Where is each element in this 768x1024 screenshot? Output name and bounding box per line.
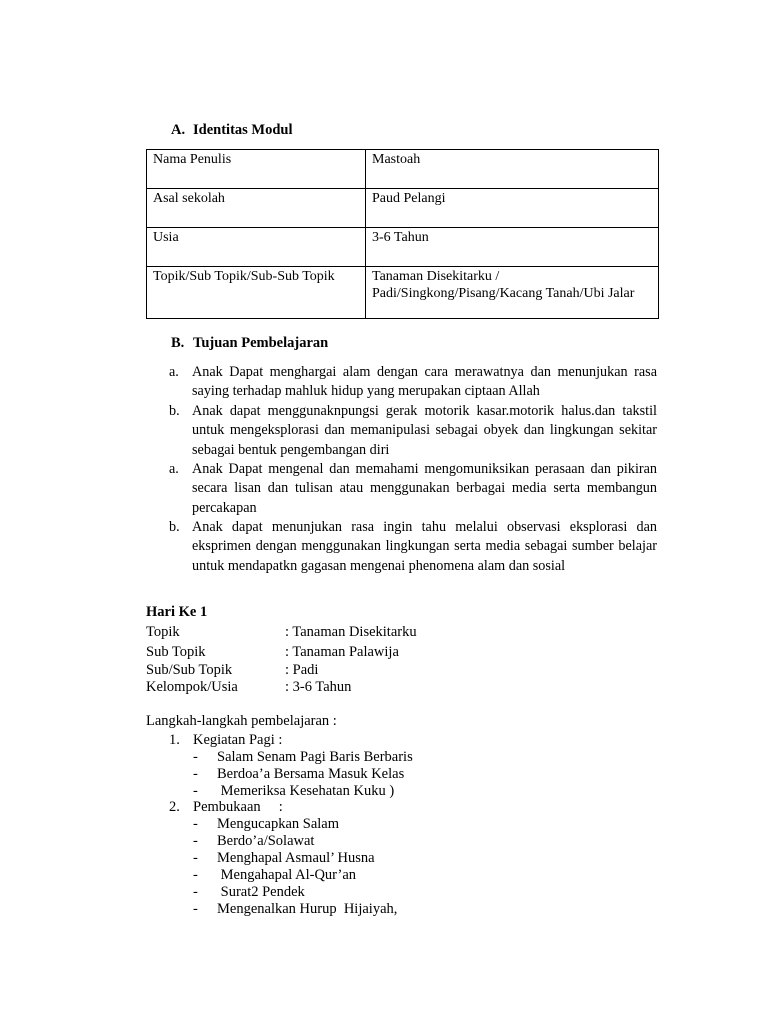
list-item-text: Berdo’a/Solawat xyxy=(217,833,315,849)
table-row xyxy=(147,150,659,189)
table-row xyxy=(147,228,659,267)
day-title: Hari Ke 1 xyxy=(146,604,208,620)
step-number: 2. xyxy=(169,799,180,815)
section-b-mark: B. xyxy=(171,335,185,351)
goal-letter: a. xyxy=(169,461,179,477)
table-row xyxy=(147,189,659,228)
list-item xyxy=(193,766,404,783)
step-heading xyxy=(169,732,282,749)
row-value: Paud Pelangi xyxy=(366,189,659,228)
day-row xyxy=(146,662,318,679)
day-row xyxy=(146,644,399,661)
step-number: 1. xyxy=(169,732,180,748)
goal-letter: a. xyxy=(169,364,179,380)
section-b-title: Tujuan Pembelajaran xyxy=(193,335,329,351)
list-item xyxy=(193,901,397,918)
list-item xyxy=(193,867,356,884)
goal-item xyxy=(169,402,657,460)
goal-text: Anak dapat menggunaknpungsi gerak motorik kasar.motorik halus.dan takstil untuk mengeksplorasi dan memanipulasi sebagai obyek dan lingkungan sekitar sebagai bentuk pengembangan diri xyxy=(192,403,657,458)
list-item-text: Surat2 Pendek xyxy=(217,884,305,900)
list-dash: - xyxy=(193,783,198,799)
goal-item xyxy=(169,460,657,518)
section-a-title: Identitas Modul xyxy=(193,122,293,138)
row-value: 3-6 Tahun xyxy=(366,228,659,267)
section-b-heading xyxy=(171,335,328,352)
day-row-key: Topik xyxy=(146,624,180,640)
day-row-key: Kelompok/Usia xyxy=(146,679,238,695)
goal-item xyxy=(169,518,657,576)
list-dash: - xyxy=(193,884,198,900)
list-item xyxy=(193,816,339,833)
day-row-value: : 3-6 Tahun xyxy=(285,679,352,695)
goal-letter: b. xyxy=(169,403,180,419)
row-value: Tanaman Disekitarku / Padi/Singkong/Pisang/Kacang Tanah/Ubi Jalar xyxy=(366,267,659,319)
list-dash: - xyxy=(193,816,198,832)
steps-intro: Langkah-langkah pembelajaran : xyxy=(146,713,337,729)
day-row xyxy=(146,624,417,641)
day-row-value: : Tanaman Palawija xyxy=(285,644,399,660)
list-item xyxy=(193,783,394,800)
day-row-value: : Tanaman Disekitarku xyxy=(285,624,417,640)
list-item-text: Mengahapal Al-Qur’an xyxy=(217,867,357,883)
row-label: Asal sekolah xyxy=(147,189,366,228)
step-heading xyxy=(169,799,283,816)
day-row-value: : Padi xyxy=(285,662,319,678)
row-value: Mastoah xyxy=(366,150,659,189)
table-row xyxy=(147,267,659,319)
list-dash: - xyxy=(193,833,198,849)
list-item-text: Memeriksa Kesehatan Kuku ) xyxy=(217,783,395,799)
list-item-text: Menghapal Asmaul’ Husna xyxy=(217,850,375,866)
list-item-text: Salam Senam Pagi Baris Berbaris xyxy=(217,749,413,765)
list-dash: - xyxy=(193,901,198,917)
list-item-text: Mengucapkan Salam xyxy=(217,816,340,832)
day-row xyxy=(146,679,351,696)
list-item xyxy=(193,884,305,901)
goal-item xyxy=(169,363,657,402)
goal-text: Anak dapat menunjukan rasa ingin tahu melalui observasi eksplorasi dan eksprimen dengan menggunakan lingkungan serta media sebagai sumber belajar untuk mendapatkn gagasan mengenai phenomena alam dan sosial xyxy=(192,519,657,574)
goal-text: Anak Dapat mengenal dan memahami mengomuniksikan perasaan dan pikiran secara lisan dan tulisan atau menggunakan berbagai media serta membangun percakapan xyxy=(192,461,657,516)
list-item-text: Berdoa’a Bersama Masuk Kelas xyxy=(217,766,405,782)
list-dash: - xyxy=(193,850,198,866)
day-row-key: Sub Topik xyxy=(146,644,206,660)
row-label: Topik/Sub Topik/Sub-Sub Topik xyxy=(147,267,366,319)
day-row-key: Sub/Sub Topik xyxy=(146,662,233,678)
row-label: Nama Penulis xyxy=(147,150,366,189)
list-item xyxy=(193,833,314,850)
list-item xyxy=(193,850,375,867)
goal-text: Anak Dapat menghargai alam dengan cara merawatnya dan menunjukan rasa saying terhadap mahluk hidup yang merupakan ciptaan Allah xyxy=(192,364,657,400)
identity-table xyxy=(146,149,659,319)
step-title: Kegiatan Pagi : xyxy=(193,732,283,748)
list-dash: - xyxy=(193,766,198,782)
list-dash: - xyxy=(193,867,198,883)
goal-letter: b. xyxy=(169,519,180,535)
list-item xyxy=(193,749,413,766)
step-title: Pembukaan : xyxy=(193,799,283,815)
row-label: Usia xyxy=(147,228,366,267)
list-item-text: Mengenalkan Hurup Hijaiyah, xyxy=(217,901,398,917)
list-dash: - xyxy=(193,749,198,765)
section-a-mark: A. xyxy=(171,122,186,138)
section-a-heading xyxy=(171,122,293,139)
